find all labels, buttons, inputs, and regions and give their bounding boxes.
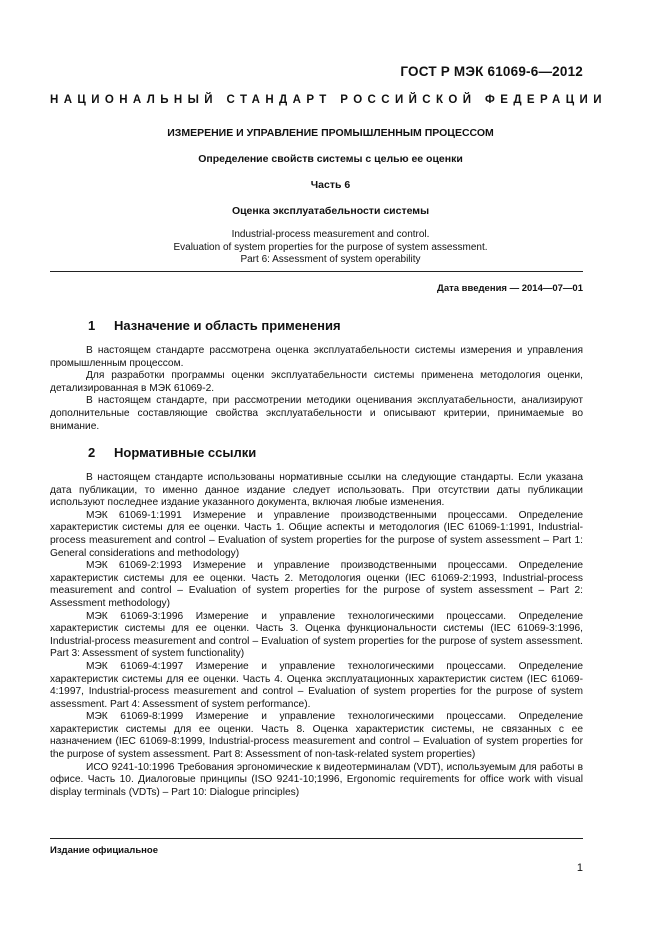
reference-entry: ИСО 9241-10:1996 Требования эргономические к видеотерминалам (VDT), используемым для работы в офисе. Часть 10. Диалоговые принципы (ISO 9241-10;1996, Ergonomic requirements for office work with visual display terminals (VDTs) – Part 10: Dialogue principles) [50, 761, 583, 798]
paragraph: В настоящем стандарте рассмотрена оценка эксплуатабельности системы измерения и управления промышленным процессом. [50, 345, 583, 369]
section-number: 2 [88, 445, 96, 460]
title-divider [50, 271, 583, 272]
section-title: Назначение и область применения [114, 318, 341, 333]
section-title: Нормативные ссылки [114, 445, 257, 460]
english-title-line: Industrial-process measurement and control. [231, 229, 430, 240]
introduction-date: Дата введения — 2014—07—01 [437, 283, 583, 294]
document-subtitle: Определение свойств системы с целью ее оценки [198, 153, 463, 165]
page-number: 1 [576, 862, 583, 874]
footer-divider [50, 838, 583, 839]
reference-entry: МЭК 61069-3:1996 Измерение и управление технологическими процессами. Определение характеристик системы для ее оценки. Часть 3. Оценка функциональности системы (IEC 61069-3:1996, Industrial-process measurement and control – Evaluation of system properties for the purpose of system assessment. Part 3: Assessment of system functionality) [50, 610, 583, 660]
english-title-line: Part 6: Assessment of system operability [240, 254, 421, 265]
reference-entry: МЭК 61069-1:1991 Измерение и управление производственными процессами. Определение характеристик системы для ее оценки. Часть 1. Общие аспекты и методология (IEC 61069-1:1991, Industrial-process measurement and control – Evaluation of system properties for the purpose of system assessment – Part 1: General considerations and methodology) [50, 509, 583, 559]
edition-note: Издание официальное [50, 845, 158, 856]
paragraph: В настоящем стандарте использованы нормативные ссылки на следующие стандарты. Если указана дата публикации, то именно данное издание следует использовать. При отсутствии даты публикации используют последнее издание указанного документа, включая любые изменения. [50, 472, 583, 509]
document-title: ИЗМЕРЕНИЕ И УПРАВЛЕНИЕ ПРОМЫШЛЕННЫМ ПРОЦЕССОМ [167, 127, 494, 139]
paragraph: Для разработки программы оценки эксплуатабельности системы применена методология оценки, детализированная в МЭК 61069-2. [50, 370, 583, 394]
part-title: Оценка эксплуатабельности системы [231, 205, 430, 217]
english-title [60, 229, 601, 267]
reference-entry: МЭК 61069-4:1997 Измерение и управление технологическими процессами. Определение характеристик системы для ее оценки. Часть 4. Оценка эксплуатационных характеристик систем (IEC 61069-4:1997, Industrial-process measurement and control – Evaluation of system properties for the purpose of system assessment. Part 4: Assessment of system performance). [50, 660, 583, 710]
section-1-body [50, 345, 583, 433]
reference-entry: МЭК 61069-8:1999 Измерение и управление технологическими процессами. Определение характеристик системы для ее оценки. Часть 8. Оценка характеристик системы, не связанных с ее назначением (IEC 61069-8:1999, Industrial-process measurement and control – Evaluation of system properties for the purpose of system assessment. Part 8: Assessment of non-task-related system properties) [50, 711, 583, 761]
reference-entry: МЭК 61069-2:1993 Измерение и управление производственными процессами. Определение характеристик системы для ее оценки. Часть 2. Методология оценки (IEC 61069-2:1993, Industrial-process measurement and control – Evaluation of system properties for the purpose of system assessment – Part 2: Assessment methodology) [50, 560, 583, 609]
section-2-heading [88, 445, 256, 460]
paragraph: В настоящем стандарте, при рассмотрении методики оценивания эксплуатабельности, анализируют дополнительные составляющие свойства эксплуатабельности и описывают критерии, принимаемые во внимание. [50, 395, 583, 432]
english-title-line: Evaluation of system properties for the purpose of system assessment. [173, 241, 488, 253]
section-1-heading [88, 318, 341, 333]
national-standard-banner: НАЦИОНАЛЬНЫЙ СТАНДАРТ РОССИЙСКОЙ ФЕДЕРАЦИИ [50, 94, 607, 106]
section-2-body [50, 472, 583, 799]
gost-code: ГОСТ Р МЭК 61069-6—2012 [400, 64, 583, 79]
part-number: Часть 6 [310, 179, 351, 191]
section-number: 1 [88, 318, 96, 333]
